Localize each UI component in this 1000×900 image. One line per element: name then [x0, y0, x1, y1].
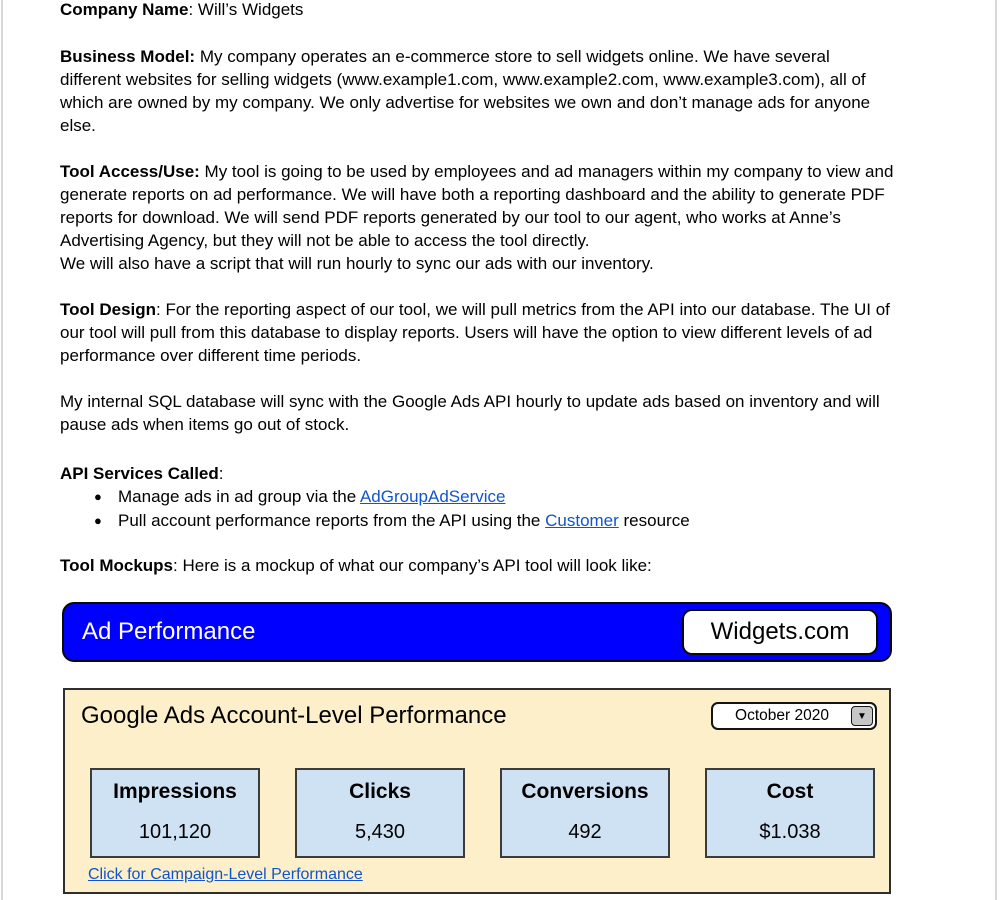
month-dropdown[interactable]: [711, 702, 877, 730]
campaign-level-link[interactable]: Click for Campaign-Level Performance: [88, 866, 363, 883]
paragraph-tool-design: [60, 298, 980, 367]
widgets-com-button[interactable]: Widgets.com: [682, 609, 878, 655]
business-model-text: My company operates an e-commerce store to sell widgets online. We have several different websites for selling widgets (www.example1.com, www.example2.com, www.example3.com), all of which are owned by my company. We only advertise for websites we own and don’t manage ads for anyone else.: [60, 47, 871, 135]
tool-design-label: Tool Design: [60, 300, 157, 319]
page-left-border: [1, 0, 3, 900]
paragraph-business-model: [60, 45, 980, 137]
metric-card-impressions: [90, 768, 260, 858]
bullet-text-post: resource: [618, 511, 690, 530]
metric-value: 101,120: [138, 821, 212, 843]
account-performance-panel: [63, 688, 891, 894]
metric-label: Conversions: [521, 780, 649, 803]
paragraph-tool-mockups: [60, 554, 980, 577]
bullet-text: Manage ads in ad group via the: [118, 487, 360, 506]
tool-access-text: My tool is going to be used by employees and ad managers within my company to view and generate reports on ad performance. We will have both a reporting dashboard and the ability to generate PDF reports for download. We will send PDF reports generated by our tool to our agent, who works at Anne’s Advertising Agency, but they will not be able to access the tool directly. We will also have a script that will run hourly to sync our ads with our inventory.: [60, 162, 894, 273]
bullet-dot-icon: ●: [94, 489, 102, 504]
metric-card-clicks: [295, 768, 465, 858]
paragraph-api-services: [60, 462, 980, 485]
company-name-label: Company Name: [60, 0, 189, 19]
page-right-border: [995, 0, 997, 900]
metric-label: Impressions: [113, 780, 237, 803]
paragraph-sql-sync: [60, 390, 980, 436]
bullet-dot-icon: ●: [94, 513, 102, 528]
api-services-colon: :: [218, 464, 224, 483]
paragraph-tool-access: [60, 160, 980, 275]
business-model-label: Business Model:: [60, 47, 196, 66]
adgroupadservice-link[interactable]: AdGroupAdService: [359, 487, 506, 506]
list-item: [60, 509, 980, 533]
customer-link[interactable]: Customer: [545, 511, 619, 530]
metric-card-cost: [705, 768, 875, 858]
metric-label: Clicks: [349, 780, 411, 803]
metric-value: 5,430: [354, 821, 406, 843]
bullet-text: Pull account performance reports from the API using the: [118, 511, 546, 530]
tool-design-text: : For the reporting aspect of our tool, we will pull metrics from the API into our database. The UI of our tool will pull from this database to display reports. Users will have the option to view different levels of ad performance over different time periods.: [60, 300, 890, 365]
mockup-appbar: [62, 602, 892, 662]
month-dropdown-value: October 2020: [735, 707, 829, 724]
tool-mockups-label: Tool Mockups: [60, 556, 174, 575]
list-item: [60, 485, 980, 509]
panel-title: Google Ads Account-Level Performance: [81, 702, 507, 729]
metric-label: Cost: [766, 780, 814, 803]
dropdown-arrow-icon[interactable]: ▼: [851, 706, 873, 726]
metric-value: 492: [568, 821, 602, 843]
sql-sync-text: My internal SQL database will sync with the Google Ads API hourly to update ads based on inventory and will pause ads when items go out of stock.: [60, 392, 880, 434]
metric-value: $1.038: [759, 821, 821, 843]
tool-mockups-text: : Here is a mockup of what our company’s API tool will look like:: [173, 556, 652, 575]
tool-access-label: Tool Access/Use:: [60, 162, 200, 181]
company-name-value: : Will’s Widgets: [188, 0, 304, 19]
api-services-list: [60, 485, 980, 533]
metric-card-conversions: [500, 768, 670, 858]
paragraph-company-name: [60, 0, 980, 21]
api-services-label: API Services Called: [60, 464, 219, 483]
appbar-title: Ad Performance: [82, 618, 256, 645]
